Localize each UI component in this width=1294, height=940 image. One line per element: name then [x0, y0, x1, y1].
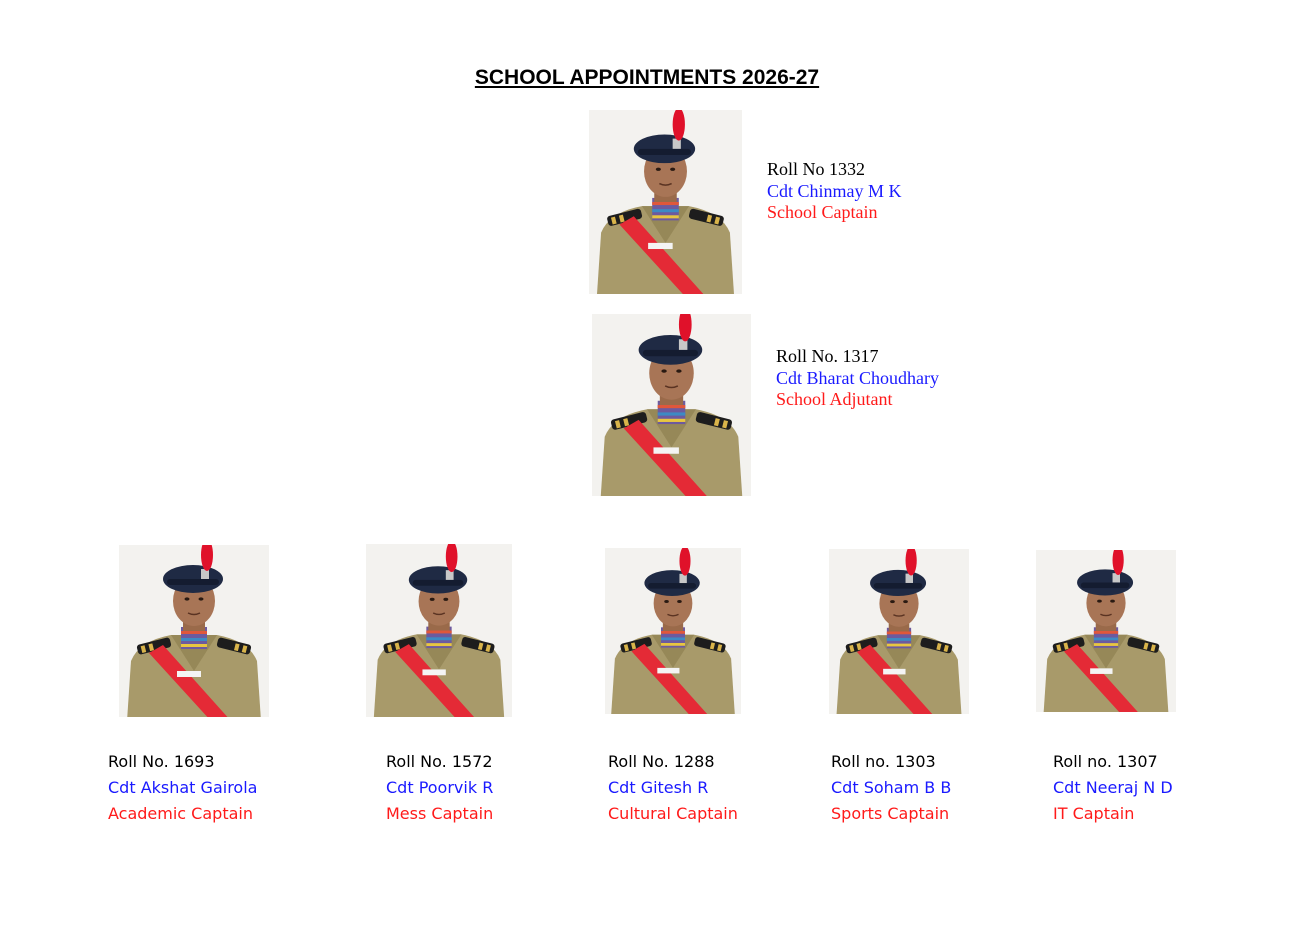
- cadet-name: Cdt Bharat Choudhary: [776, 367, 939, 388]
- appointment-caption: [767, 159, 902, 224]
- cadet-photo: [589, 110, 742, 294]
- appointment-caption: [831, 749, 951, 827]
- roll-number: Roll No 1332: [767, 159, 866, 179]
- appointment-caption: [1053, 749, 1173, 827]
- appointment-caption: [386, 749, 493, 827]
- appointment-role: Sports Captain: [831, 804, 950, 823]
- cadet-name: Cdt Chinmay M K: [767, 180, 902, 201]
- appointment-role: Mess Captain: [386, 804, 494, 823]
- cadet-name: Cdt Soham B B: [831, 778, 952, 797]
- cadet-photo: [119, 545, 269, 717]
- appointment-caption: [776, 346, 939, 411]
- cadet-photo: [366, 544, 512, 717]
- appointment-role: Cultural Captain: [608, 804, 738, 823]
- cadet-photo: [605, 548, 741, 714]
- cadet-name: Cdt Akshat Gairola: [108, 778, 258, 797]
- appointment-role: School Adjutant: [776, 389, 893, 409]
- cadet-name: Cdt Poorvik R: [386, 778, 494, 797]
- roll-number: Roll no. 1303: [831, 752, 936, 771]
- page-title: SCHOOL APPOINTMENTS 2026-27: [474, 66, 820, 89]
- roll-number: Roll no. 1307: [1053, 752, 1158, 771]
- roll-number: Roll No. 1317: [776, 346, 879, 366]
- cadet-photo: [829, 549, 969, 714]
- cadet-name: Cdt Gitesh R: [608, 778, 709, 797]
- cadet-name: Cdt Neeraj N D: [1053, 778, 1173, 797]
- cadet-photo: [592, 314, 751, 496]
- appointment-caption: [608, 749, 738, 827]
- appointment-caption: [108, 749, 257, 827]
- roll-number: Roll No. 1693: [108, 752, 215, 771]
- appointment-role: IT Captain: [1053, 804, 1135, 823]
- roll-number: Roll No. 1288: [608, 752, 715, 771]
- appointment-role: School Captain: [767, 202, 878, 222]
- roll-number: Roll No. 1572: [386, 752, 493, 771]
- appointment-role: Academic Captain: [108, 804, 253, 823]
- cadet-photo: [1036, 550, 1176, 712]
